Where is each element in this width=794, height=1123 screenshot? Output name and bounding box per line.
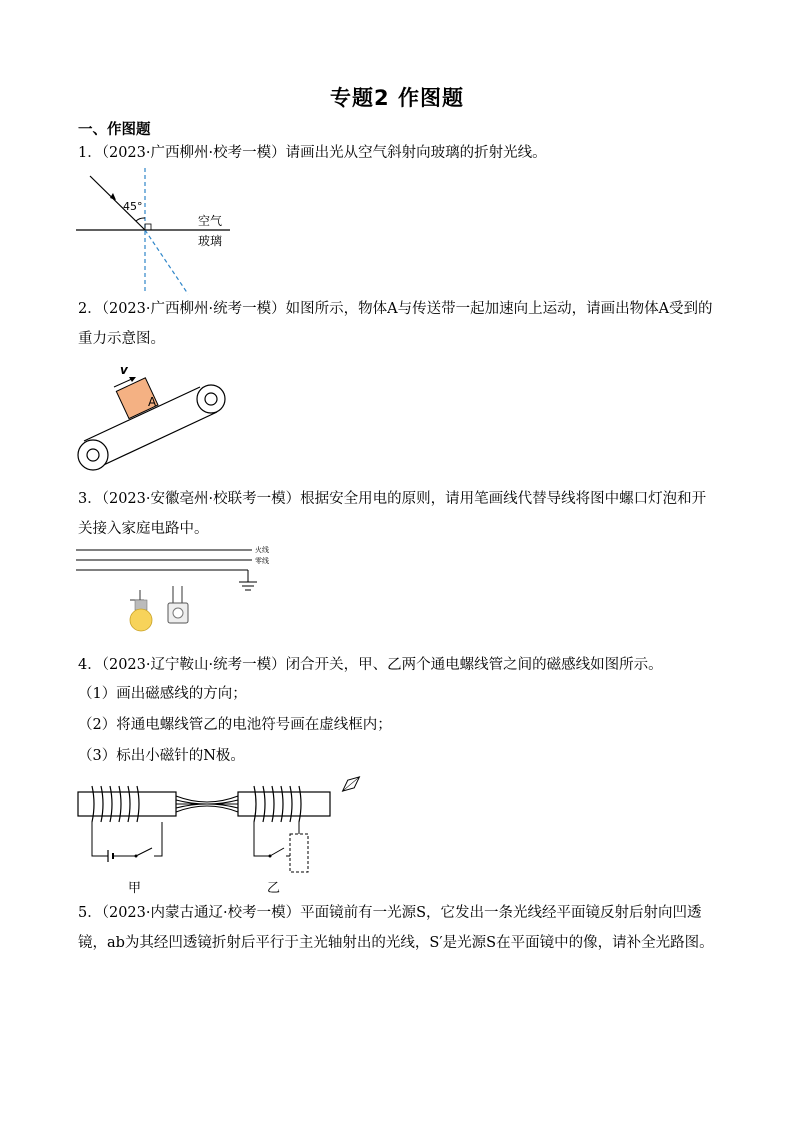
bulb-base xyxy=(135,600,147,610)
question-4-sub-2: （2）将通电螺线管乙的电池符号画在虚线框内； xyxy=(78,717,392,733)
solenoid-figure xyxy=(72,772,372,898)
live-wire-label: 火线 xyxy=(255,546,269,554)
question-2-text: 2．（2023·广西柳州·统考一模）如图所示，物体A与传送带一起加速向上运动，请画出物体A受到的重力示意图。 xyxy=(78,301,713,347)
block-label: A xyxy=(148,395,157,409)
question-4-sub-1: （1）画出磁感线的方向； xyxy=(78,686,247,702)
ray-arrow xyxy=(110,193,116,200)
left-wire-1 xyxy=(92,822,108,856)
refraction-figure xyxy=(70,168,240,298)
left-switch-pivot xyxy=(135,855,138,858)
left-wire-3 xyxy=(154,822,162,856)
right-switch xyxy=(270,848,284,856)
question-1-text: 1．（2023·广西柳州·校考一模）请画出光从空气斜射向玻璃的折射光线。 xyxy=(78,145,547,161)
angle-label: 45° xyxy=(123,200,143,213)
household-circuit-figure xyxy=(72,542,282,644)
solenoid-left-core xyxy=(78,792,176,816)
neutral-wire-label: 零线 xyxy=(255,557,269,565)
belt-bottom xyxy=(95,412,217,469)
right-wire-1 xyxy=(254,822,270,856)
question-5-text: 5．（2023·内蒙古通辽·校考一模）平面镜前有一光源S，它发出一条光线经平面镜反射后射向凹透镜，ab为其经凹透镜折射后平行于主光轴射出的光线，S′是光源S在平面镜中的像，请补全光路图。 xyxy=(78,905,714,951)
glass-label: 玻璃 xyxy=(198,234,223,248)
solenoid-a-label: 甲 xyxy=(128,881,142,896)
question-4-sub-3: （3）标出小磁针的N极。 xyxy=(78,748,245,764)
extension-line xyxy=(145,230,188,294)
right-roller xyxy=(197,385,225,413)
right-switch-pivot xyxy=(269,855,272,858)
solenoid-right-core xyxy=(238,792,330,816)
switch-knob xyxy=(173,608,183,618)
left-roller xyxy=(78,440,108,470)
section-heading: 一、作图题 xyxy=(78,122,151,138)
battery-placeholder-box xyxy=(290,834,308,872)
field-lines xyxy=(176,796,238,812)
velocity-label: v xyxy=(120,363,128,377)
question-3-text: 3．（2023·安徽亳州·校联考一模）根据安全用电的原则，请用笔画线代替导线将图中螺口灯泡和开关接入家庭电路中。 xyxy=(78,491,707,537)
right-angle-mark xyxy=(145,224,151,230)
page-title: 专题2 作图题 xyxy=(330,86,464,110)
left-switch xyxy=(136,848,152,856)
solenoid-b-label: 乙 xyxy=(267,881,281,896)
question-4-text: 4．（2023·辽宁鞍山·统考一模）闭合开关，甲、乙两个通电螺线管之间的磁感线如图所示。 xyxy=(78,657,663,673)
air-label: 空气 xyxy=(198,214,223,228)
bulb-icon xyxy=(130,609,152,631)
angle-arc xyxy=(136,218,145,221)
conveyor-figure xyxy=(72,358,242,474)
compass-needle xyxy=(339,773,362,795)
